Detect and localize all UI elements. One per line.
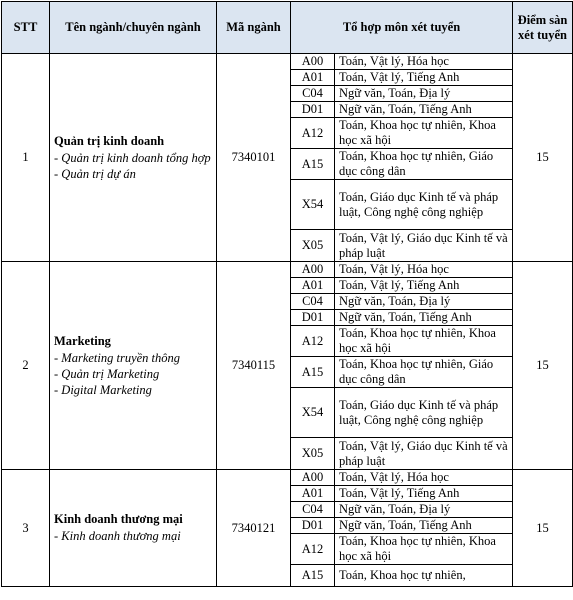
header-score: Điểm sàn xét tuyển: [513, 2, 573, 54]
combo-subjects-cell: Ngữ văn, Toán, Tiếng Anh: [335, 518, 513, 534]
combo-code-cell: A15: [291, 149, 335, 180]
major-title: Marketing: [54, 333, 111, 348]
combo-subjects-cell: Toán, Vật lý, Giáo dục Kinh tế và pháp luật: [335, 438, 513, 470]
combo-code-cell: A01: [291, 486, 335, 502]
combo-code-cell: D01: [291, 102, 335, 118]
combo-code-cell: C04: [291, 294, 335, 310]
combo-subjects-cell: Ngữ văn, Toán, Tiếng Anh: [335, 102, 513, 118]
combo-code-cell: X54: [291, 180, 335, 230]
header-major: Tên ngành/chuyên ngành: [50, 2, 217, 54]
combo-code-cell: X05: [291, 230, 335, 262]
table-row: [2, 470, 573, 486]
major-cell: [50, 54, 217, 262]
combo-code-cell: A12: [291, 534, 335, 565]
major-title: Quản trị kinh doanh: [54, 133, 165, 148]
specialization-item: - Digital Marketing: [54, 382, 152, 397]
combo-subjects-cell: Toán, Khoa học tự nhiên, Giáo dục công dân: [335, 149, 513, 180]
combo-subjects-cell: Toán, Khoa học tự nhiên, Khoa học xã hội: [335, 118, 513, 149]
combo-code-cell: A15: [291, 565, 335, 587]
combo-subjects-cell: Toán, Vật lý, Tiếng Anh: [335, 486, 513, 502]
header-stt: STT: [2, 2, 50, 54]
score-cell: 15: [513, 262, 573, 470]
combo-subjects-cell: Toán, Vật lý, Tiếng Anh: [335, 70, 513, 86]
combo-code-cell: A01: [291, 278, 335, 294]
major-title: Kinh doanh thương mại: [54, 512, 183, 526]
combo-code-cell: C04: [291, 86, 335, 102]
header-row: [2, 2, 573, 54]
combo-code-cell: D01: [291, 518, 335, 534]
combo-code-cell: A00: [291, 262, 335, 278]
table-row: [2, 54, 573, 70]
combo-code-cell: A12: [291, 118, 335, 149]
combo-code-cell: C04: [291, 502, 335, 518]
major-code-cell: 7340115: [217, 262, 291, 470]
specialization-item: - Quản trị Marketing: [54, 366, 160, 381]
stt-cell: 3: [2, 470, 50, 587]
combo-subjects-cell: Toán, Khoa học tự nhiên, Khoa học xã hội: [335, 326, 513, 357]
combo-subjects-cell: Toán, Vật lý, Hóa học: [335, 262, 513, 278]
major-cell: [50, 470, 217, 587]
major-cell: [50, 262, 217, 470]
combo-subjects-cell: Toán, Khoa học tự nhiên,: [335, 565, 513, 587]
major-code-cell: 7340121: [217, 470, 291, 587]
combo-subjects-cell: Toán, Vật lý, Tiếng Anh: [335, 278, 513, 294]
header-code: Mã ngành: [217, 2, 291, 54]
combo-subjects-cell: Ngữ văn, Toán, Địa lý: [335, 502, 513, 518]
specialization-item: - Quản trị dự án: [54, 166, 136, 181]
score-cell: 15: [513, 54, 573, 262]
specialization-item: - Marketing truyền thông: [54, 350, 181, 365]
header-combos: Tổ hợp môn xét tuyển: [291, 2, 513, 54]
stt-cell: 1: [2, 54, 50, 262]
combo-subjects-cell: Toán, Giáo dục Kinh tế và pháp luật, Công nghệ công nghiệp: [335, 180, 513, 230]
combo-code-cell: A12: [291, 326, 335, 357]
combo-subjects-cell: Ngữ văn, Toán, Địa lý: [335, 294, 513, 310]
combo-subjects-cell: Toán, Khoa học tự nhiên, Giáo dục công dân: [335, 357, 513, 388]
combo-subjects-cell: Toán, Vật lý, Hóa học: [335, 54, 513, 70]
combo-subjects-cell: Toán, Giáo dục Kinh tế và pháp luật, Công nghệ công nghiệp: [335, 388, 513, 438]
combo-subjects-cell: Ngữ văn, Toán, Tiếng Anh: [335, 310, 513, 326]
major-code-cell: 7340101: [217, 54, 291, 262]
combo-subjects-cell: Ngữ văn, Toán, Địa lý: [335, 86, 513, 102]
combo-subjects-cell: Toán, Khoa học tự nhiên, Khoa học xã hội: [335, 534, 513, 565]
combo-subjects-cell: Toán, Vật lý, Hóa học: [335, 470, 513, 486]
specialization-item: - Quản trị kinh doanh tổng hợp: [54, 150, 211, 165]
stt-cell: 2: [2, 262, 50, 470]
table-body: [2, 54, 573, 587]
score-cell: 15: [513, 470, 573, 587]
combo-subjects-cell: Toán, Vật lý, Giáo dục Kinh tế và pháp luật: [335, 230, 513, 262]
combo-code-cell: A15: [291, 357, 335, 388]
table-row: [2, 262, 573, 278]
combo-code-cell: A00: [291, 470, 335, 486]
admission-table: [1, 1, 573, 587]
combo-code-cell: X54: [291, 388, 335, 438]
combo-code-cell: A00: [291, 54, 335, 70]
combo-code-cell: X05: [291, 438, 335, 470]
combo-code-cell: A01: [291, 70, 335, 86]
combo-code-cell: D01: [291, 310, 335, 326]
specialization-item: - Kinh doanh thương mại: [54, 529, 181, 543]
